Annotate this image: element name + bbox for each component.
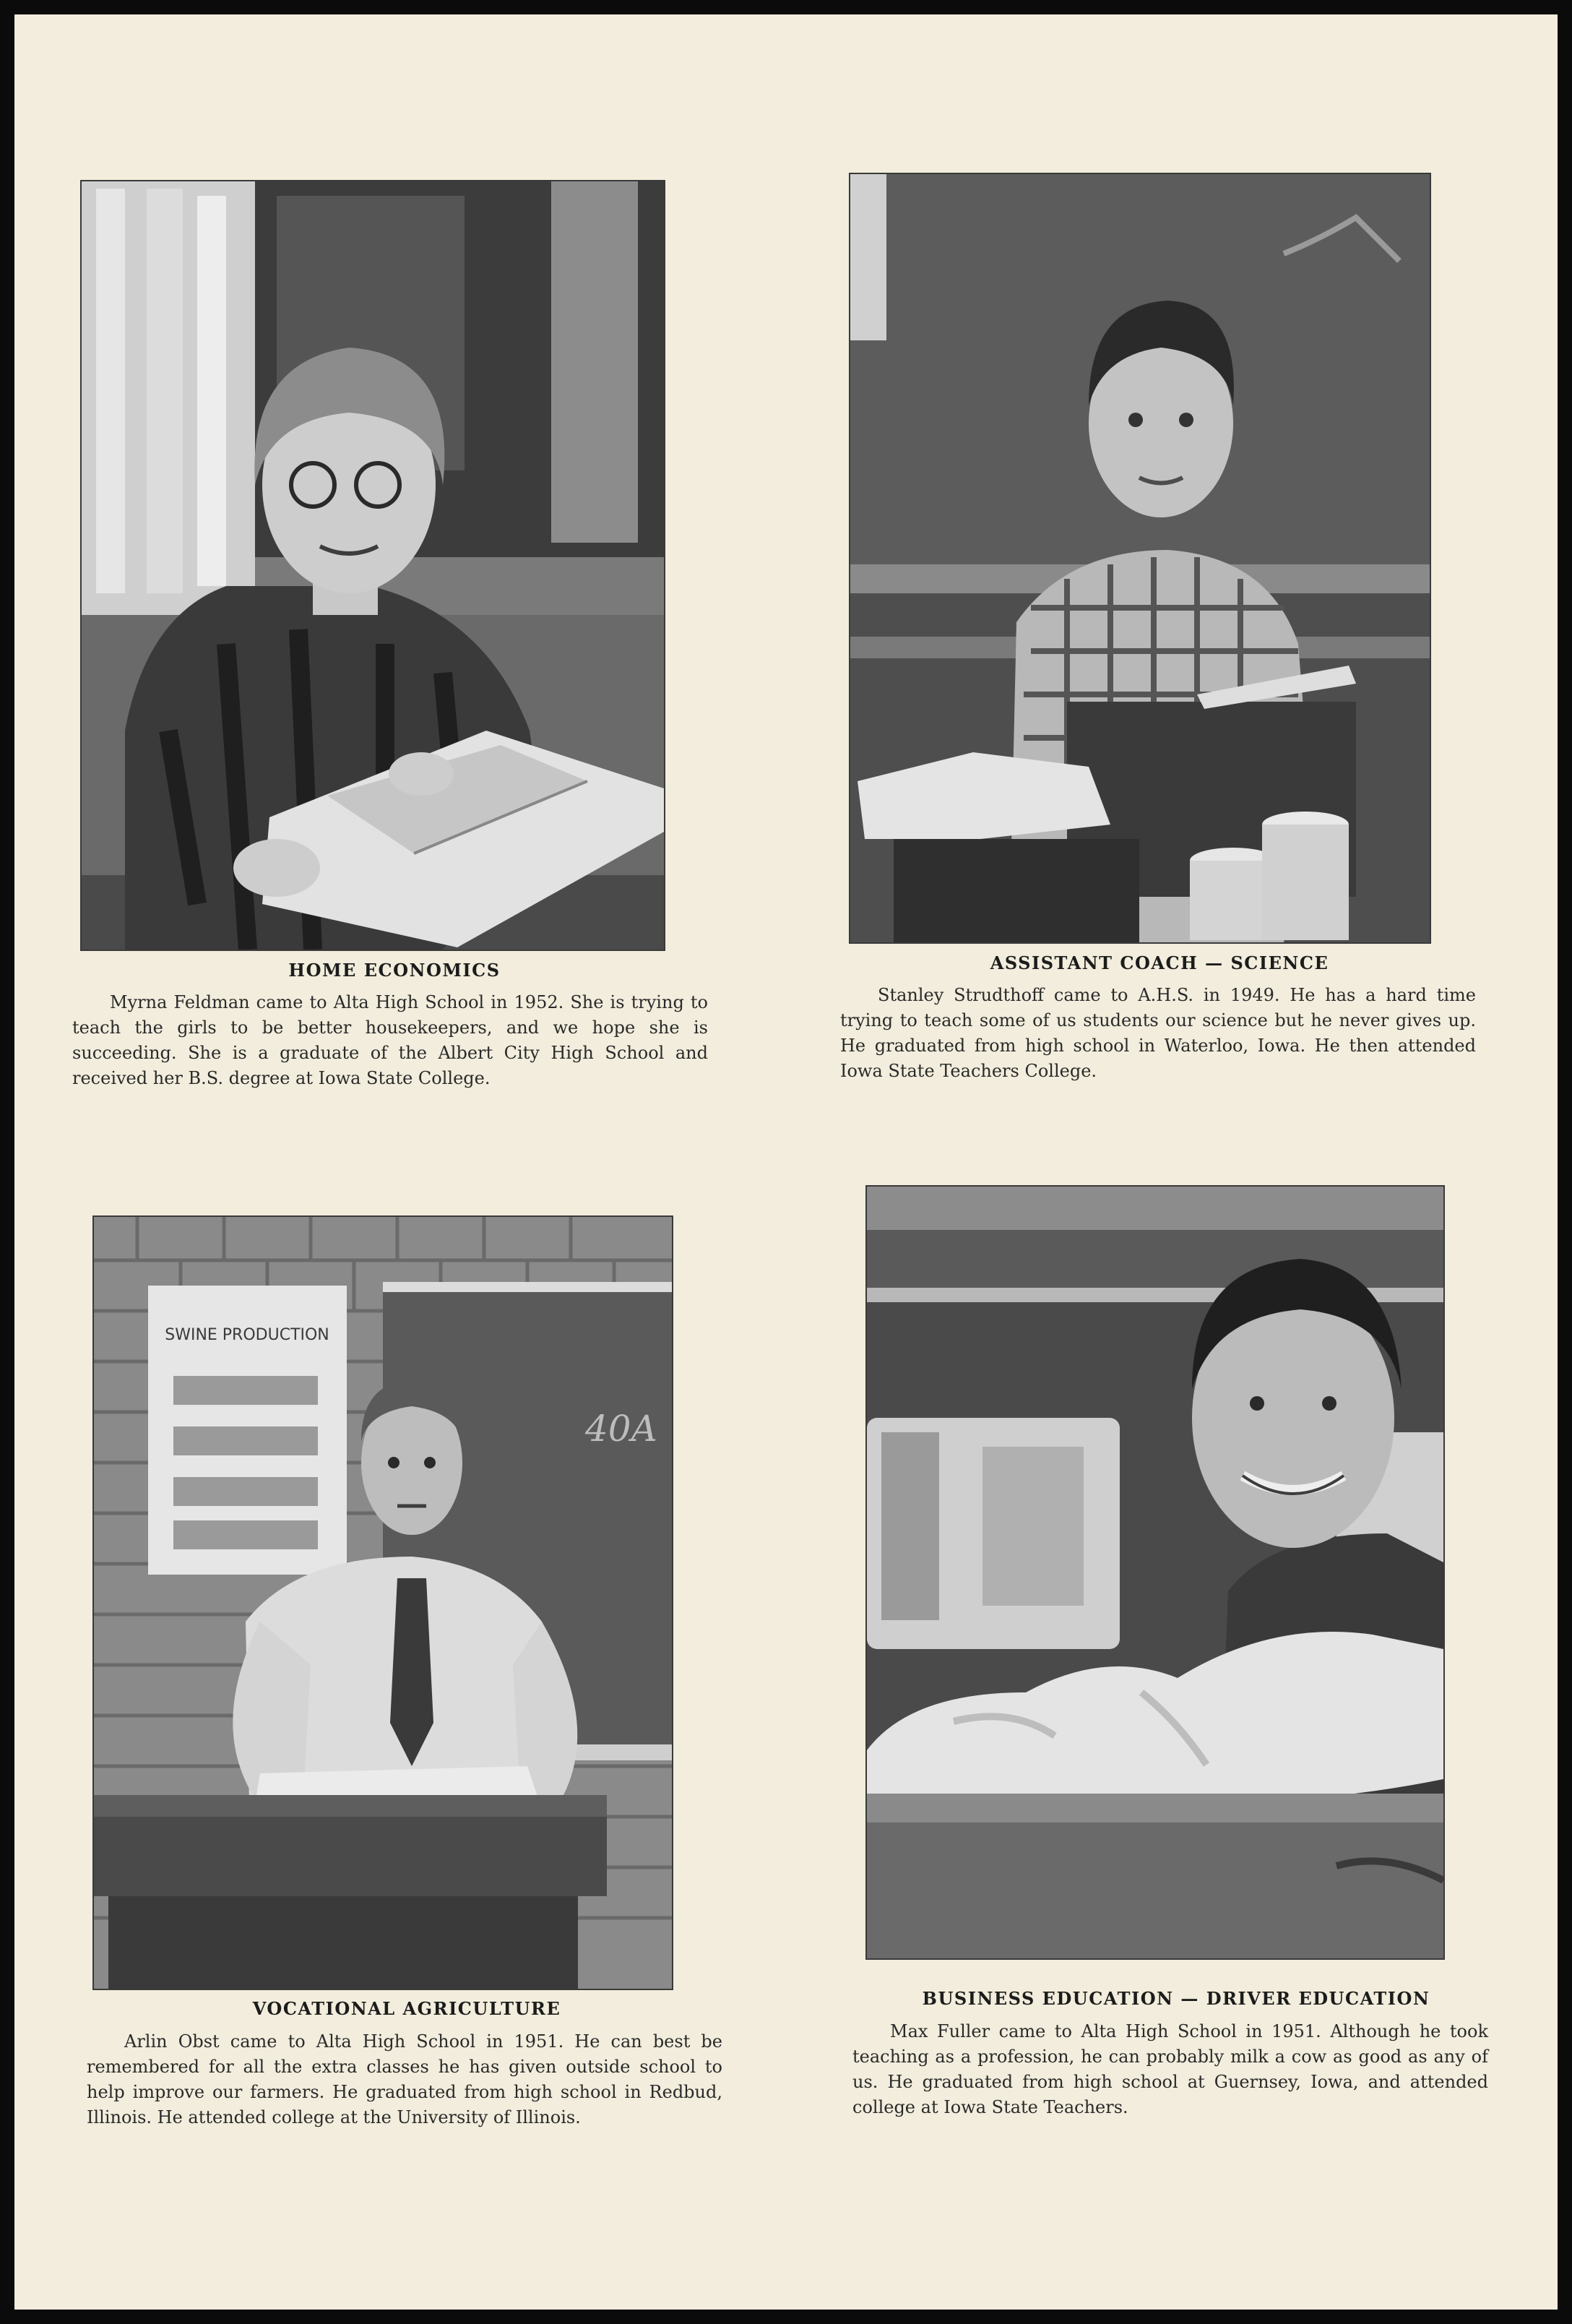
yearbook-page <box>14 14 1558 2310</box>
photo-agriculture-teacher <box>92 1215 673 1990</box>
text-vocational-agriculture: Arlin Obst came to Alta High School in 1951. He can best be remembered for all the extra classes he has given outside school to help improve our farmers. He graduated from high school in Redbud, Illinois. He attended college at the University of Illinois. <box>87 2031 722 2127</box>
photo-business-driver-education-teacher <box>865 1185 1445 1960</box>
photo-science-teacher <box>849 173 1431 944</box>
chalk-text: 40A <box>585 1408 657 1450</box>
heading-assistant-coach-science: ASSISTANT COACH — SCIENCE <box>990 952 1329 973</box>
text-business-driver-education: Max Fuller came to Alta High School in 1951. Although he took teaching as a profession, he can probably milk a cow as good as any of us. He graduated from high school at Guernsey, Iowa, and attended college at Iowa State Teachers. <box>852 2021 1488 2117</box>
heading-vocational-agriculture: VOCATIONAL AGRICULTURE <box>252 1998 561 2019</box>
text-home-economics: Myrna Feldman came to Alta High School in 1952. She is trying to teach the girls to be better housekeepers, and we hope she is succeeding. She is a graduate of the Albert City High School and received her B.S. degree at Iowa State College. <box>72 992 708 1088</box>
heading-home-economics: HOME ECONOMICS <box>288 960 501 981</box>
photo-home-economics-teacher <box>80 180 665 951</box>
heading-business-driver-education: BUSINESS EDUCATION — DRIVER EDUCATION <box>922 1988 1430 2009</box>
poster-title-text: SWINE PRODUCTION <box>165 1326 329 1344</box>
text-assistant-coach-science: Stanley Strudthoff came to A.H.S. in 1949. He has a hard time trying to teach some of us students our science but he never gives up. He graduated from high school in Waterloo, Iowa. He then attended Iowa State Teachers College. <box>840 985 1476 1081</box>
